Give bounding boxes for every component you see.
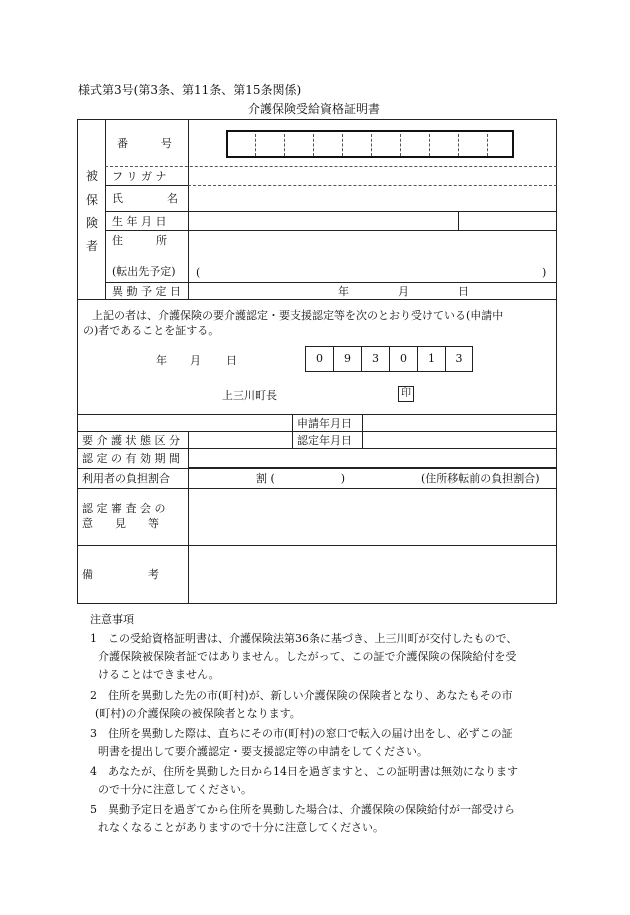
insurer-digit: 0	[400, 352, 407, 365]
move-date-month: 月	[398, 285, 409, 298]
insurer-digit: 9	[344, 352, 351, 365]
furigana-label: フ リ ガ ナ	[112, 170, 167, 183]
mayor-title: 上三川町長	[222, 389, 277, 402]
notes-heading: 注意事項	[90, 613, 134, 626]
note-line: 3 住所を異動した際は、直ちにその市(町村)の窓口で転入の届け出をし、必ずこの証	[90, 727, 513, 740]
number-label: 番 号	[117, 137, 172, 150]
note-line: 2 住所を異動した先の市(町村)が、新しい介護保険の保険者となり、あなたもその市	[90, 689, 513, 702]
insured-group-label-3: 険	[86, 216, 99, 230]
note-line: 1 この受給資格証明書は、介護保険法第36条に基づき、上三川町が交付したもので、	[90, 632, 518, 645]
note-line: れなくなることがありますので十分に注意してください。	[98, 821, 384, 834]
validity-period-label: 認 定 の 有 効 期 間	[82, 452, 180, 465]
note-line: 介護保険被保険者証ではありません。したがって、この証で介護保険の保険給付を受	[98, 650, 517, 663]
certification-text-line-2: の)者であることを証する。	[83, 324, 220, 337]
note-line: ので十分に注意してください。	[98, 783, 252, 796]
address-label: 住 所	[112, 234, 167, 247]
move-date-label: 異 動 予 定 日	[112, 285, 181, 298]
forward-address-label: (転出先予定)	[112, 265, 176, 278]
note-line: (町村)の介護保険の被保険者となります。	[95, 707, 301, 720]
note-line: 明書を提出して要介護認定・要支援認定等の申請をしてください。	[98, 745, 428, 758]
name-label: 氏 名	[112, 192, 178, 205]
insurer-digit: 3	[372, 352, 379, 365]
certification-text-line-1: 上記の者は、介護保険の要介護認定・要支援認定等を次のとおり受けている(申請中	[92, 309, 504, 322]
note-line: 4 あなたが、住所を異動した日から14日を過ぎますと、この証明書は無効になります	[90, 765, 518, 778]
move-date-day: 日	[458, 285, 469, 298]
application-date-label: 申請年月日	[297, 417, 352, 430]
review-opinion-label-2: 意 見 等	[82, 517, 159, 530]
burden-ratio-note: (住所移転前の負担割合)	[421, 472, 540, 485]
certification-year: 年	[156, 354, 167, 367]
insurer-digit: 3	[455, 352, 463, 365]
form-number: 様式第3号(第3条、第11条、第15条関係)	[78, 83, 302, 97]
insurer-digit: 0	[316, 352, 323, 365]
paren-close: )	[542, 266, 547, 279]
document-title: 介護保険受給資格証明書	[248, 102, 381, 116]
burden-ratio-label: 利用者の負担割合	[82, 472, 170, 485]
insured-group-label-4: 者	[86, 239, 99, 253]
insured-group-label-1: 被	[86, 169, 99, 183]
care-level-label: 要 介 護 状 態 区 分	[82, 434, 180, 447]
note-line: 5 異動予定日を過ぎてから住所を異動した場合は、介護保険の保険給付が一部受けら	[90, 803, 515, 816]
certification-day: 日	[226, 354, 237, 367]
official-seal: 印	[398, 386, 414, 402]
move-date-year: 年	[338, 285, 349, 298]
review-opinion-label-1: 認 定 審 査 会 の	[82, 502, 166, 515]
paren-open: (	[196, 266, 201, 279]
burden-ratio-value: 割 ( )	[256, 472, 346, 485]
insurer-digit: 1	[428, 352, 435, 365]
insured-group-label-2: 保	[86, 193, 99, 207]
certification-month: 月	[190, 354, 201, 367]
remarks-label: 備 考	[82, 568, 159, 581]
birthdate-label: 生 年 月 日	[112, 215, 167, 228]
certification-date-label: 認定年月日	[297, 434, 352, 447]
note-line: けることはできません。	[98, 668, 220, 681]
